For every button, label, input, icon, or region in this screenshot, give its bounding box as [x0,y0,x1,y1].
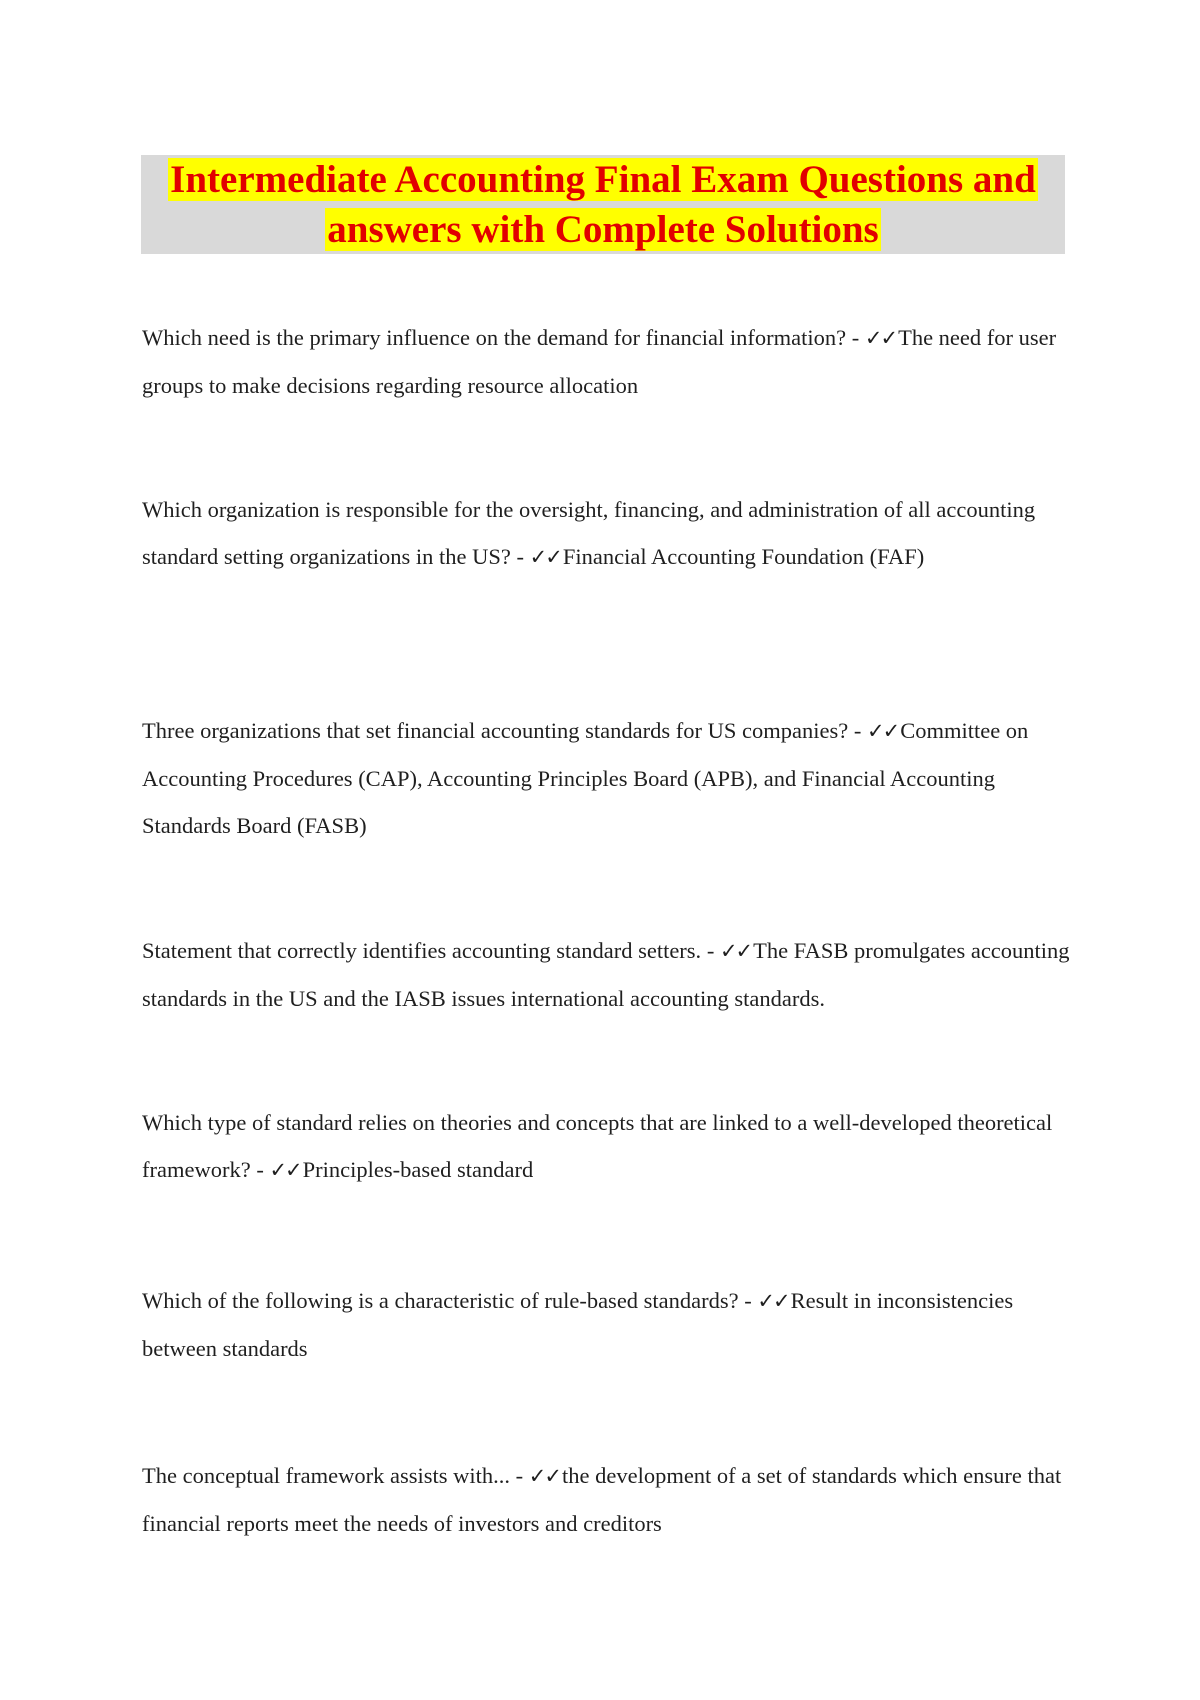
double-check-icon: ✓✓ [757,1289,789,1313]
qa-item-5 [142,1099,1072,1194]
separator: - [701,938,720,963]
double-check-icon: ✓✓ [269,1158,301,1182]
answer-text: Financial Accounting Foundation (FAF) [562,544,925,569]
qa-item-2 [142,486,1072,581]
separator: - [848,718,867,743]
separator: - [846,325,865,350]
question-text: Which type of standard relies on theories and concepts that are linked to a well-developed theoretical framework? [142,1110,1053,1182]
title-line-1: Intermediate Accounting Final Exam Questions and [170,157,1036,201]
question-text: Three organizations that set financial accounting standards for US companies? [142,718,849,743]
answer-text: Result in inconsistencies between standards [142,1288,1014,1361]
double-check-icon: ✓✓ [529,545,561,569]
answer-text: the development of a set of standards which ensure that financial reports meet the needs of investors and creditors [142,1463,1062,1536]
question-text: The conceptual framework assists with... [142,1463,511,1488]
document-title [168,155,1038,255]
separator: - [250,1157,270,1182]
qa-item-4 [142,927,1072,1022]
double-check-icon: ✓✓ [864,326,897,350]
qa-item-3 [142,707,1072,849]
qa-item-6 [142,1277,1072,1372]
question-text: Which organization is responsible for the oversight, financing, and administration of all accounting standard setting organizations in the US? [142,497,1036,569]
qa-item-1 [142,314,1072,409]
double-check-icon: ✓✓ [866,719,899,743]
title-banner [141,155,1065,254]
answer-text: Committee on Accounting Procedures (CAP), Accounting Principles Board (APB), and Financial Accounting Standards Board (FASB) [142,718,1029,838]
title-line-2: answers with Complete Solutions [327,207,879,251]
qa-item-7 [142,1452,1072,1547]
separator: - [738,1288,758,1313]
answer-text: Principles-based standard [302,1157,534,1182]
separator: - [510,1463,529,1488]
double-check-icon: ✓✓ [528,1464,560,1488]
answer-text: The FASB promulgates accounting standards in the US and the IASB issues international accounting standards. [142,938,1070,1011]
double-check-icon: ✓✓ [719,939,752,963]
answer-text: The need for user groups to make decisions regarding resource allocation [142,325,1057,398]
question-text: Which of the following is a characteristic of rule-based standards? [142,1288,739,1313]
question-text: Statement that correctly identifies accounting standard setters. [142,938,702,963]
question-text: Which need is the primary influence on the demand for financial information? [142,325,847,350]
separator: - [510,544,530,569]
